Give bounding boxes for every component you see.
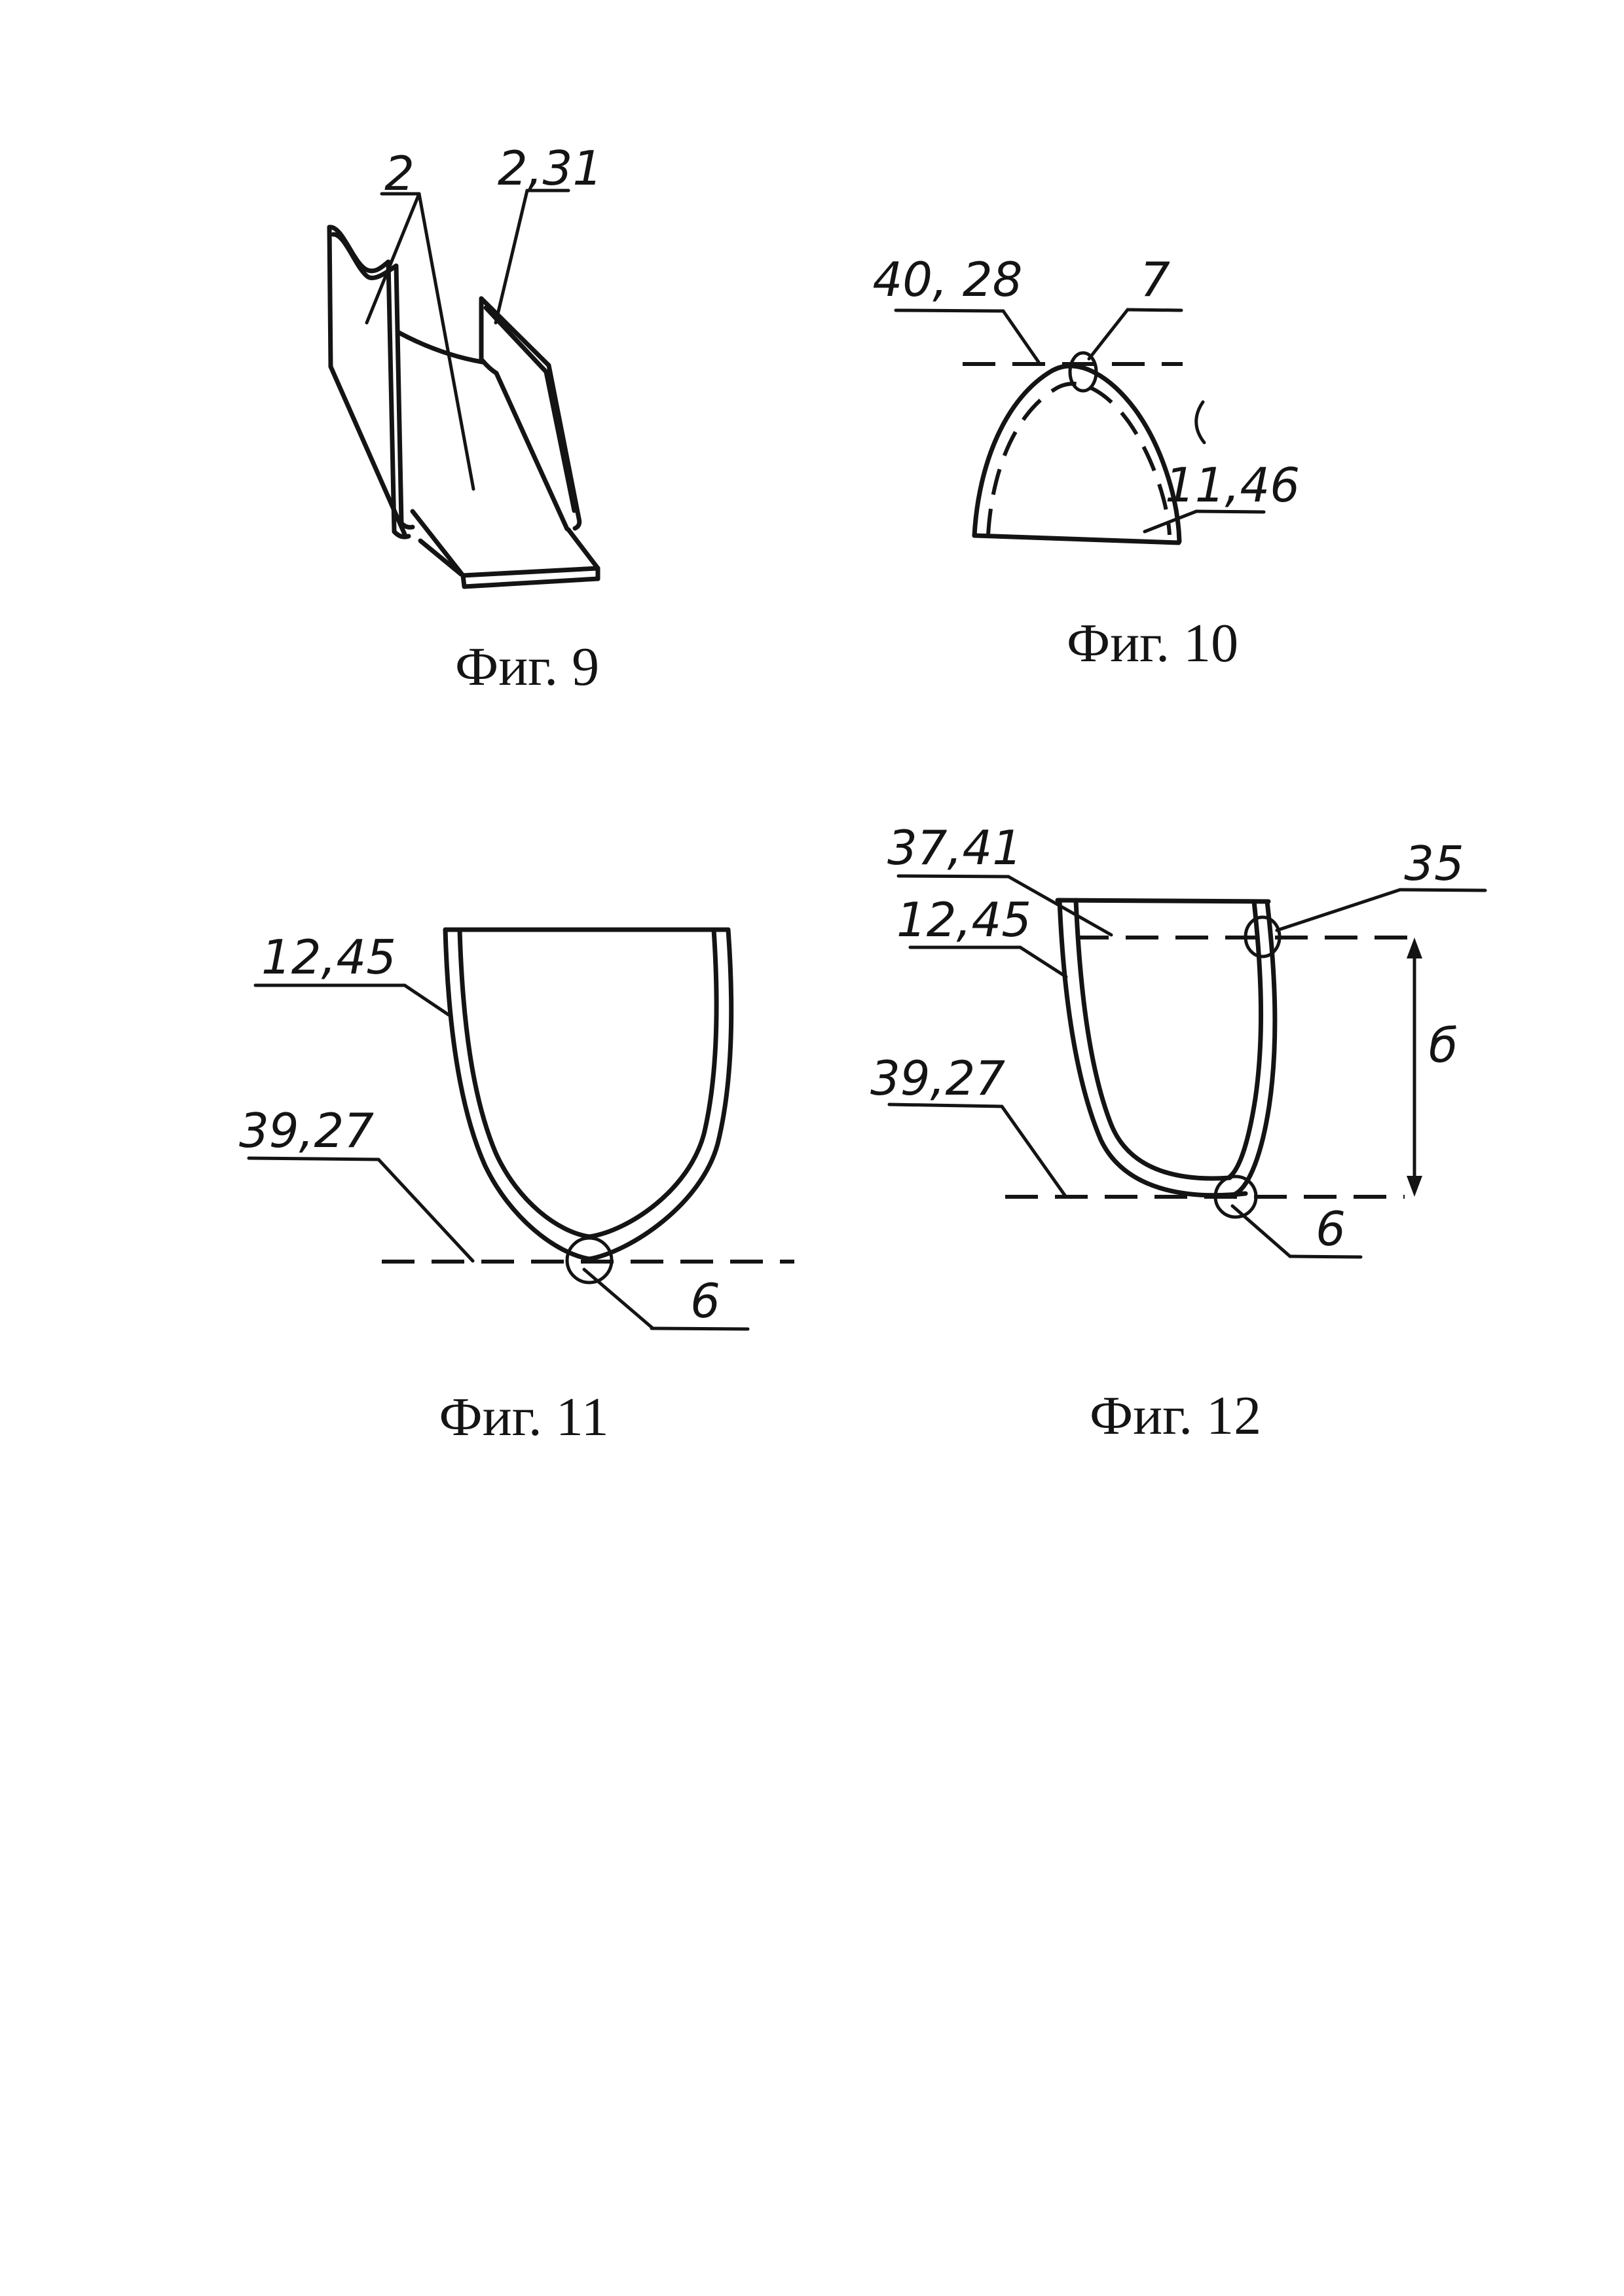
fig9-flange-top-edge-inner xyxy=(486,308,546,372)
fig9-flange-top-edge-outer xyxy=(481,299,549,365)
fig9-caption: Фиг. 9 xyxy=(454,636,600,697)
fig12-label35-leader xyxy=(1277,890,1400,930)
fig9-base-near-edge-bottom xyxy=(464,579,598,587)
fig12-caption: Фиг. 12 xyxy=(1089,1385,1262,1446)
figure-9 xyxy=(329,141,602,697)
fig10-label4028-leader xyxy=(1003,311,1039,362)
fig11-label-12-45: 12,45 xyxy=(261,930,397,985)
fig11-label-6: 6 xyxy=(690,1273,720,1328)
fig11-label3927-leader xyxy=(378,1159,473,1261)
fig11-caption: Фиг. 11 xyxy=(439,1387,609,1448)
fig10-label-7: 7 xyxy=(1140,252,1170,307)
fig12-label-6: 6 xyxy=(1316,1201,1346,1256)
fig12-label1245-leader xyxy=(1020,947,1066,977)
fig9-flange-foot-curve xyxy=(575,519,580,528)
figure-10 xyxy=(872,252,1300,674)
fig9-base-far-edge-curve xyxy=(399,333,483,362)
fig10-label-40-28: 40, 28 xyxy=(872,252,1023,307)
fig12-rim-line xyxy=(1058,900,1268,902)
fig11-label6-leader xyxy=(584,1269,653,1328)
fig12-dimension-arrow-up xyxy=(1407,938,1422,958)
fig12-dimension-label: б xyxy=(1428,1018,1458,1073)
fig10-label4028-underline xyxy=(896,310,1003,311)
fig12-right-wall-outer xyxy=(1235,902,1275,1194)
fig10-label7-leader xyxy=(1089,310,1128,359)
fig10-base-line xyxy=(974,536,1179,543)
fig12-label-37-41: 37,41 xyxy=(887,820,1023,875)
fig12-label-39-27: 39,27 xyxy=(870,1051,1006,1106)
fig9-label-2-31: 2,31 xyxy=(497,141,603,196)
fig12-left-wall-outer xyxy=(1060,900,1246,1195)
fig9-label231-leader xyxy=(496,191,527,323)
fig9-label-2: 2 xyxy=(384,146,415,201)
fig11-label6-underline xyxy=(652,1328,748,1329)
fig9-plate-foot-inner xyxy=(401,523,413,527)
fig9-plate-left-edge xyxy=(329,227,331,367)
fig12-label6-underline xyxy=(1290,1256,1361,1257)
fig12-label6-leader xyxy=(1232,1206,1290,1256)
fig9-plate-right-edge-outer xyxy=(388,262,394,532)
fig10-break-mark xyxy=(1196,402,1204,443)
fig9-label2-leader-a xyxy=(367,194,419,323)
figure-11 xyxy=(239,930,794,1448)
fig12-dimension-arrow-down xyxy=(1407,1176,1422,1197)
fig11-label1245-leader xyxy=(405,985,449,1015)
fig12-label3741-underline xyxy=(898,876,1008,877)
fig11-label3927-underline xyxy=(249,1158,378,1159)
fig9-plate-right-edge-inner xyxy=(396,266,401,523)
fig9-label2-leader-b xyxy=(419,194,473,489)
fig10-label-11-46: 11,46 xyxy=(1164,458,1301,513)
fig11-left-wall-inner xyxy=(460,930,589,1237)
fig11-right-wall-inner xyxy=(589,930,716,1237)
fig12-label-12-45: 12,45 xyxy=(896,892,1032,947)
fig9-base-near-edge-top xyxy=(463,568,598,575)
fig9-base-right-end-edge xyxy=(568,530,598,568)
fig12-label-35: 35 xyxy=(1404,836,1464,891)
fig10-caption: Фиг. 10 xyxy=(1066,613,1239,674)
fig9-base-left-tick xyxy=(463,575,464,587)
fig12-label3927-leader xyxy=(1002,1106,1065,1196)
figure-12 xyxy=(870,820,1485,1446)
fig11-label-39-27: 39,27 xyxy=(238,1103,375,1158)
fig11-left-wall-outer xyxy=(445,930,589,1259)
